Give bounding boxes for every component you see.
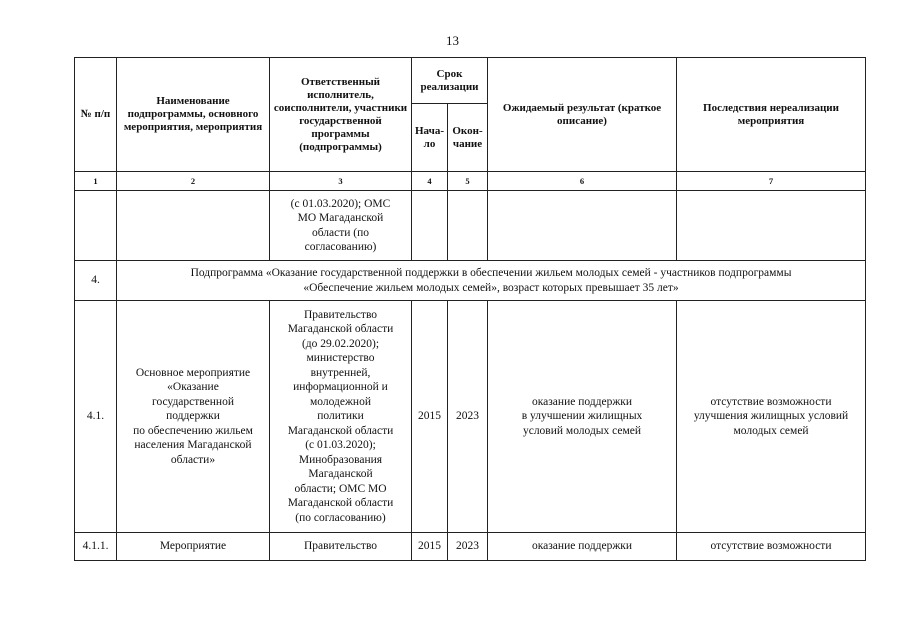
header-result: Ожидаемый результат (краткое описание) [488, 58, 677, 172]
section-row [75, 261, 866, 301]
cell-result: оказание поддержки в улучшении жилищных условий молодых семей [488, 301, 677, 533]
column-number: 1 [75, 172, 117, 191]
cell-end [448, 191, 488, 261]
section-title: Подпрограмма «Оказание государственной поддержки в обеспечении жильем молодых семей - участников подпрограммы «Обеспечение жильем молодых семей», возраст которых превышает 35 лет» [117, 261, 866, 301]
cell-result: оказание поддержки [488, 533, 677, 561]
header-name: Наименование подпрограммы, основного мероприятия, мероприятия [117, 58, 270, 172]
cell-responsible: (с 01.03.2020); ОМС МО Магаданской области (по согласованию) [270, 191, 412, 261]
header-end: Окон- чание [448, 104, 488, 172]
cell-consequences: отсутствие возможности улучшения жилищных условий молодых семей [677, 301, 866, 533]
cell-num [75, 191, 117, 261]
column-number: 4 [412, 172, 448, 191]
program-table [74, 57, 866, 561]
cell-end: 2023 [448, 533, 488, 561]
column-number: 2 [117, 172, 270, 191]
cell-name [117, 191, 270, 261]
header-start: Нача- ло [412, 104, 448, 172]
column-number: 6 [488, 172, 677, 191]
header-responsible: Ответственный исполнитель, соисполнители, участники государственной программы (подпрограммы) [270, 58, 412, 172]
column-number: 5 [448, 172, 488, 191]
cell-name: Основное мероприятие «Оказание государственной поддержки по обеспечению жильем населения Магаданской области» [117, 301, 270, 533]
table-row [75, 533, 866, 561]
cell-consequences [677, 191, 866, 261]
column-number: 7 [677, 172, 866, 191]
header-period: Срок реализации [412, 58, 488, 104]
header-num: № п/п [75, 58, 117, 172]
cell-start: 2015 [412, 301, 448, 533]
cell-name: Мероприятие [117, 533, 270, 561]
column-number: 3 [270, 172, 412, 191]
cell-num: 4.1. [75, 301, 117, 533]
table-row [75, 301, 866, 533]
cell-end: 2023 [448, 301, 488, 533]
cell-responsible: Правительство [270, 533, 412, 561]
cell-consequences: отсутствие возможности [677, 533, 866, 561]
cell-responsible: Правительство Магаданской области (до 29.02.2020); министерство внутренней, информационной и молодежной политики Магаданской области (с 01.03.2020); Минобразования Магаданской области; ОМС МО Магаданской области (по согласованию) [270, 301, 412, 533]
page-number: 13 [446, 33, 459, 48]
cell-num: 4.1.1. [75, 533, 117, 561]
cell-start: 2015 [412, 533, 448, 561]
cell-result [488, 191, 677, 261]
header-consequences: Последствия нереализации мероприятия [677, 58, 866, 172]
column-numbers-row [75, 172, 866, 191]
cell-start [412, 191, 448, 261]
section-num: 4. [75, 261, 117, 301]
table-row [75, 191, 866, 261]
